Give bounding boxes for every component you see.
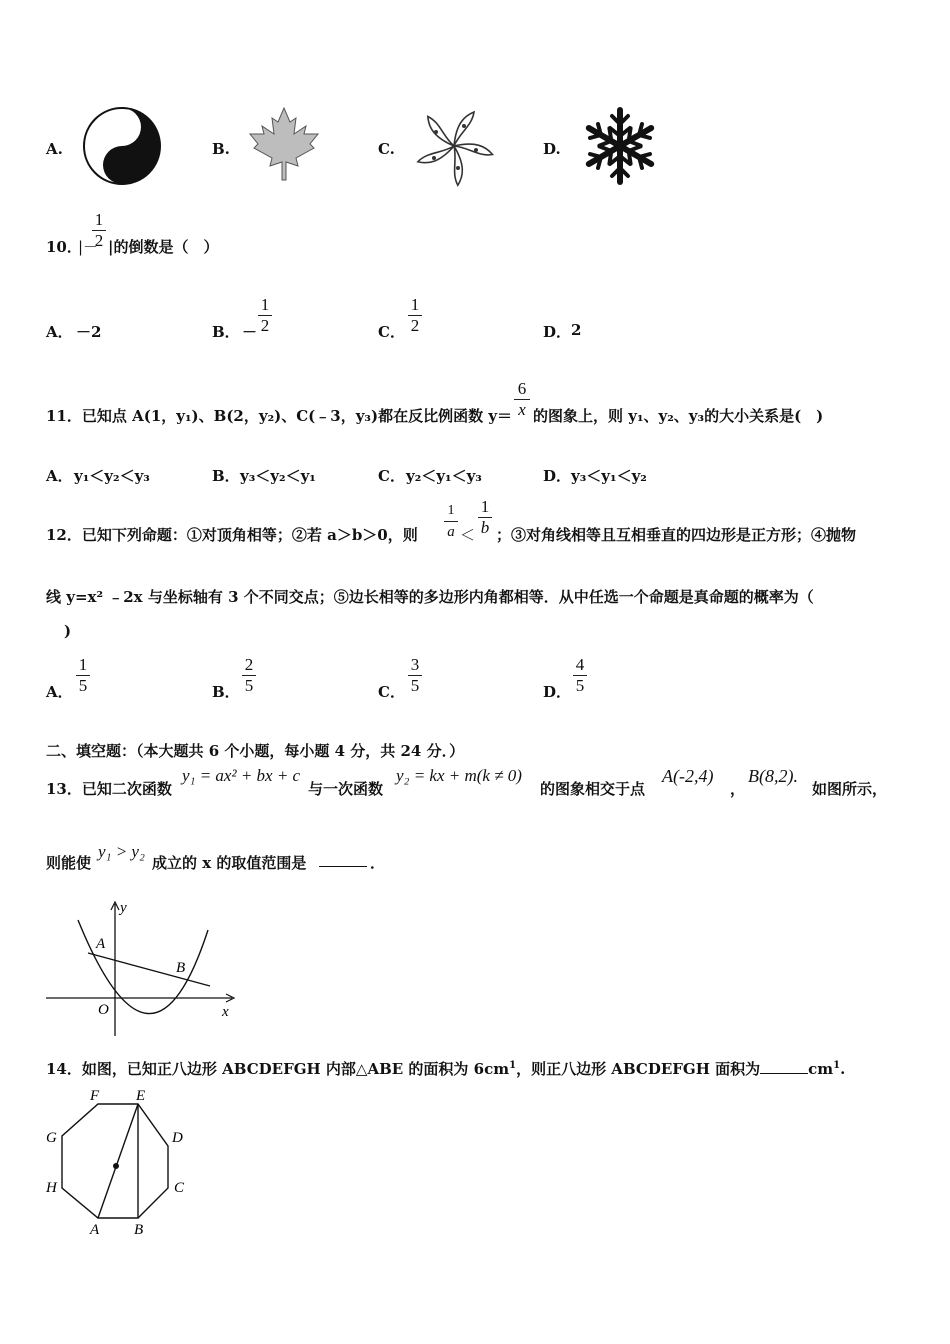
q10-option-a-value: －2 xyxy=(76,323,102,341)
q13-inequality: y₁ > y₂ xyxy=(98,842,145,861)
q14-stem xyxy=(46,1058,845,1079)
q12-option-a-fraction xyxy=(76,656,90,695)
line-curve xyxy=(88,953,210,986)
q12-option-d-num: 4 xyxy=(575,655,585,674)
q13-prefix: 13．已知二次函数 xyxy=(46,780,172,798)
q13-answer-blank[interactable] xyxy=(319,852,367,871)
q12-line1-after: ；③对角线相等且互相垂直的四边形是正方形；④抛物 xyxy=(496,526,857,544)
q14-octagon-figure xyxy=(40,1082,200,1238)
q12-option-d-den: 5 xyxy=(575,676,585,695)
q11-option-a-label: A． xyxy=(46,467,73,485)
q12-fraction-2-den: b xyxy=(480,518,490,537)
graph-label-a: A xyxy=(96,936,106,952)
q13-mid: 与一次函数 xyxy=(308,780,384,798)
vertex-label-h: H xyxy=(46,1180,57,1196)
q13-point-a: A(-2,4) xyxy=(662,766,714,786)
center-dot xyxy=(113,1163,119,1169)
q13-line2-suffix: 成立的 x 的取值范围是 xyxy=(152,854,307,872)
graph-label-origin: O xyxy=(98,1002,109,1018)
q12-fraction-1-num: 1 xyxy=(447,503,455,518)
q10-option-c-fraction xyxy=(408,296,422,335)
q12-option-b-num: 2 xyxy=(244,655,254,674)
q10-fraction xyxy=(92,211,106,250)
graph-label-y: y xyxy=(120,900,127,916)
q10-stem-rest: |的倒数是（ ） xyxy=(108,238,219,256)
q14-sup-2: 1 xyxy=(833,1060,841,1071)
q11-option-b-label: B． xyxy=(212,467,240,485)
q12-line1-before: 12．已知下列命题：①对顶角相等；②若 a＞b＞0，则 xyxy=(46,526,418,544)
bauhinia-flower-icon xyxy=(410,104,498,188)
parabola-curve xyxy=(78,920,208,1014)
q11-fraction xyxy=(514,380,530,419)
q12-option-b-label: B． xyxy=(212,683,240,701)
section-2-heading: 二、填空题：（本大题共 6 个小题，每小题 4 分，共 24 分．） xyxy=(46,742,465,760)
q11-option-c-value: y₂＜y₁＜y₃ xyxy=(406,467,482,485)
q12-fraction-1 xyxy=(444,502,458,541)
snowflake-icon xyxy=(580,106,660,186)
q12-option-b-den: 5 xyxy=(244,676,254,695)
q13-y2-expression: y₂ = kx + m(k ≠ 0) xyxy=(396,766,522,785)
vertex-label-b: B xyxy=(134,1222,144,1238)
vertex-label-e: E xyxy=(136,1088,146,1104)
q12-fraction-2 xyxy=(478,498,492,537)
q10-option-a-label: A． xyxy=(46,323,73,341)
q13-line2-prefix: 则能使 xyxy=(46,854,92,872)
graph-label-x: x xyxy=(222,1004,229,1020)
q10-number: 10． xyxy=(46,238,82,256)
q14-stem-mid: ，则正八边形 ABCDEFGH 面积为 xyxy=(516,1060,761,1078)
q11-fraction-num: 6 xyxy=(517,379,527,398)
q10-option-b-sign: － xyxy=(242,323,258,341)
q10-option-b-fraction xyxy=(258,296,272,335)
q11-fraction-den: x xyxy=(518,400,526,419)
q13-line2-end: ． xyxy=(370,854,386,872)
q13-graph xyxy=(40,896,245,1046)
q9-option-d-label: D. xyxy=(543,140,561,158)
q10-option-b-den: 2 xyxy=(260,316,270,335)
q12-option-a-label: A． xyxy=(46,683,73,701)
q10-option-c-den: 2 xyxy=(410,316,420,335)
q9-option-a-label: A. xyxy=(46,140,63,158)
q13-suffix: 如图所示， xyxy=(812,780,888,798)
q12-option-c-fraction xyxy=(408,656,422,695)
vertex-label-c: C xyxy=(174,1180,185,1196)
q13-comma: ， xyxy=(730,780,746,798)
q10-option-c-num: 1 xyxy=(410,295,420,314)
q12-option-d-fraction xyxy=(573,656,587,695)
maple-leaf-icon xyxy=(244,104,324,184)
q11-option-d-value: y₃＜y₁＜y₂ xyxy=(571,467,647,485)
q11-option-b-value: y₃＜y₂＜y₁ xyxy=(240,467,316,485)
q12-option-d-label: D． xyxy=(543,683,572,701)
q12-line2: 线 y=x² ﹣2x 与坐标轴有 3 个不同交点；⑤边长相等的多边形内角都相等．从中任选一个命题是真命题的概率为（ xyxy=(46,588,814,606)
graph-label-b: B xyxy=(176,960,186,976)
vertex-label-a: A xyxy=(90,1222,100,1238)
octagon-shape xyxy=(62,1104,168,1218)
q9-option-b-label: B. xyxy=(212,140,230,158)
q10-option-d-value: 2 xyxy=(571,321,582,339)
q12-option-a-den: 5 xyxy=(78,676,88,695)
q13-y1-expression: y₁ = ax² + bx + c xyxy=(182,766,301,785)
q10-option-b-num: 1 xyxy=(260,295,270,314)
q13-point-b: B(8,2). xyxy=(748,766,798,786)
q12-line3: ) xyxy=(64,622,72,640)
q14-sup-1: 1 xyxy=(509,1060,517,1071)
q14-stem-end: . xyxy=(840,1060,846,1078)
q10-abs-open: |－ xyxy=(78,238,99,256)
q11-option-d-label: D． xyxy=(543,467,572,485)
yin-yang-icon xyxy=(80,104,164,188)
q11-stem-before: 11．已知点 A(1，y₁)、B(2，y₂)、C(﹣3，y₃)都在反比例函数 y＝ xyxy=(46,407,513,425)
q11-stem-after: 的图象上，则 y₁、y₂、y₃的大小关系是( ) xyxy=(533,407,824,425)
q12-fraction-2-num: 1 xyxy=(480,497,490,516)
q11-option-a-value: y₁＜y₂＜y₃ xyxy=(74,467,150,485)
q14-stem-before: 14．如图，已知正八边形 ABCDEFGH 内部△ABE 的面积为 6cm xyxy=(46,1060,510,1078)
q11-option-c-label: C． xyxy=(378,467,405,485)
vertex-label-f: F xyxy=(90,1088,100,1104)
vertex-label-g: G xyxy=(46,1130,57,1146)
q12-option-a-num: 1 xyxy=(78,655,88,674)
q10-fraction-num: 1 xyxy=(94,210,104,229)
q12-option-c-num: 3 xyxy=(410,655,420,674)
q12-option-c-den: 5 xyxy=(410,676,420,695)
q10-option-d-label: D． xyxy=(543,323,572,341)
q13-mid2: 的图象相交于点 xyxy=(540,780,646,798)
q10-fraction-den: 2 xyxy=(94,231,104,250)
q12-option-b-fraction xyxy=(242,656,256,695)
q10-option-c-label: C． xyxy=(378,323,405,341)
q10-option-b-label: B． xyxy=(212,323,240,341)
q12-less-than: ＜ xyxy=(460,526,476,544)
q14-stem-unit: cm xyxy=(808,1060,834,1078)
q14-answer-blank[interactable] xyxy=(760,1073,808,1074)
q9-option-c-label: C. xyxy=(378,140,395,158)
vertex-label-d: D xyxy=(172,1130,183,1146)
q12-option-c-label: C． xyxy=(378,683,405,701)
q12-fraction-1-den: a xyxy=(447,524,455,540)
segment-ae xyxy=(98,1104,138,1218)
